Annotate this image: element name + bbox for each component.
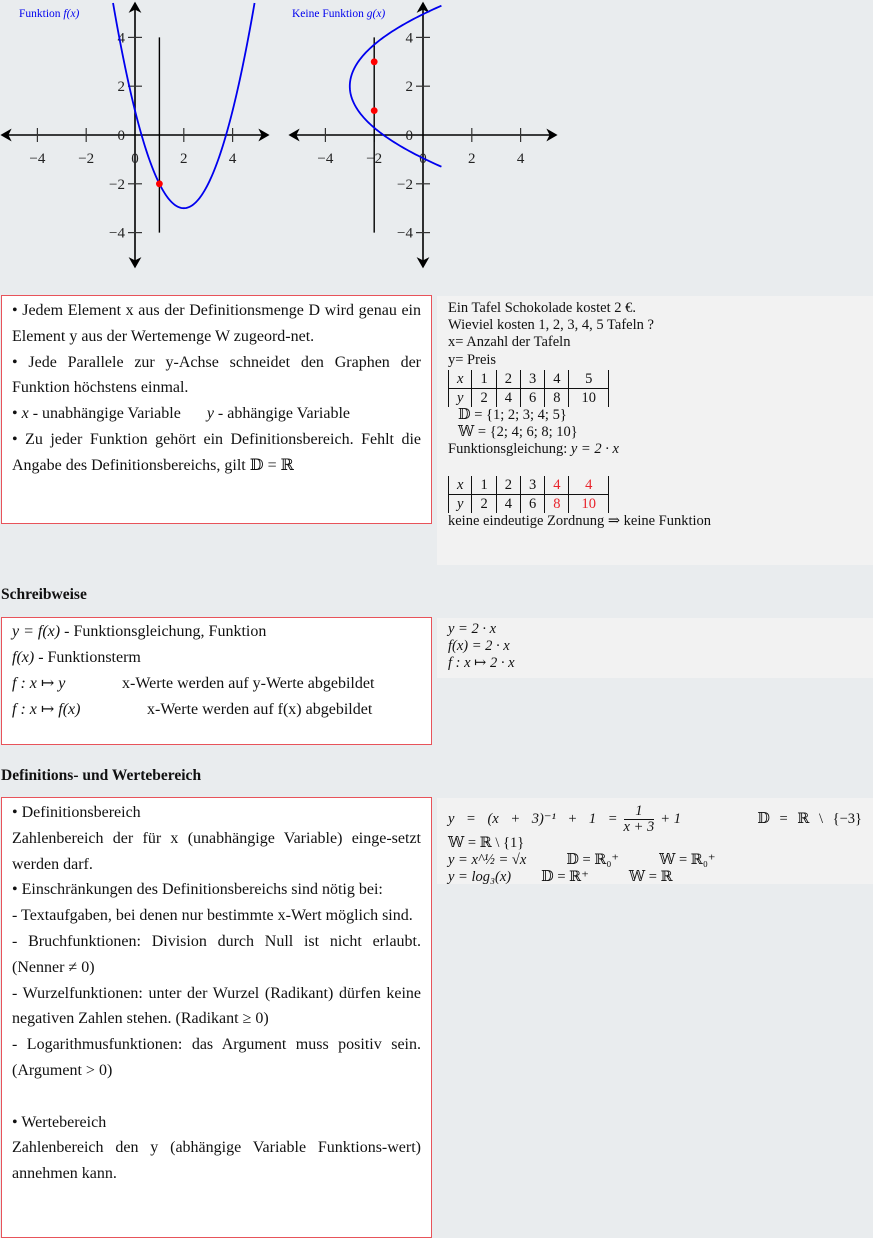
y-tick-label: −2 (397, 176, 413, 193)
schreibweise-box (1, 617, 432, 745)
var-y-desc: - abhängige Variable (213, 405, 351, 423)
example-sqrt (448, 852, 862, 869)
notation-text: - Funktionsterm (34, 649, 141, 666)
x-tick-label: 2 (468, 151, 476, 167)
conclusion: keine eindeutige Zordnung ⇒ keine Funktion (448, 513, 712, 530)
sqrt-eq: y = x^½ = √x (448, 852, 527, 869)
table-cell: 1 (472, 370, 496, 389)
y-tick-label: 0 (117, 128, 125, 144)
definition-rule-4: • Zu jeder Funktion gehört ein Definitionsbereich. Fehlt die Angabe des Definitionsbereichs, gilt 𝔻 = ℝ (12, 430, 421, 474)
sqrt-domain: 𝔻 = ℝ₀⁺ (566, 852, 620, 869)
example-line-1: Ein Tafel Schokolade kostet 2 €. (448, 300, 636, 316)
definition-rule-2: • Jede Parallele zur y-Achse schneidet den Graphen der Funktion höchstens einmal. (12, 353, 421, 397)
table-cell: 4 (569, 476, 609, 495)
reciprocal-eq: y = (x + 3)⁻¹ + 1 = (448, 810, 618, 827)
y-tick-label: 4 (117, 30, 125, 47)
table-row (449, 495, 609, 514)
value-table-1 (448, 370, 609, 407)
fraction-denominator: x + 3 (623, 819, 655, 835)
graph-no-function-g (288, 0, 563, 275)
notation-math: f(x) (12, 649, 35, 666)
y-tick-label: −2 (109, 176, 125, 193)
x-tick-label: −2 (366, 151, 383, 167)
fraction (624, 804, 655, 835)
table-cell: 4 (496, 495, 520, 514)
definition-rule-3 (12, 401, 421, 427)
equation: y = 2 · x (570, 441, 619, 458)
example-line-4: y= Preis (448, 351, 497, 368)
table-cell: 3 (520, 370, 544, 389)
x-tick-label: −2 (78, 151, 95, 167)
table-cell: 6 (520, 495, 544, 514)
notation-math: f : x ↦ y (12, 675, 66, 692)
graph-title-math: f(x) (63, 8, 80, 20)
x-tick-label: −4 (29, 151, 46, 167)
table-row-label: y (449, 495, 472, 514)
graph-title-math: g(x) (366, 8, 386, 20)
table-cell: 2 (472, 495, 496, 514)
table-cell: 8 (545, 495, 569, 514)
graph-title (292, 8, 385, 20)
bereiche-line: - Wurzelfunktionen: unter der Wurzel (Radikant) dürfen keine negativen Zahlen stehen. (Radikant ≥ 0) (12, 984, 421, 1028)
table-cell: 2 (496, 370, 520, 389)
notation-math: y = f(x) (12, 623, 61, 640)
table-row (449, 476, 609, 495)
notation-row (12, 645, 421, 671)
table-cell: 8 (545, 388, 569, 407)
definition-box (1, 295, 432, 524)
notation-text: x-Werte werden auf f(x) abgebildet (147, 701, 373, 718)
reciprocal-range: 𝕎 = ℝ \ {1} (448, 835, 525, 851)
range-set: 𝕎 = {2; 4; 6; 8; 10} (458, 424, 578, 441)
log-eq: y = log₃(x) (448, 869, 512, 886)
bereiche-examples (437, 798, 873, 884)
bereiche-line: - Textaufgaben, bei denen nur bestimmte x-Wert möglich sind. (12, 907, 413, 925)
notation-row (12, 671, 421, 697)
table-row (449, 388, 609, 407)
example-line-3: x= Anzahl der Tafeln (448, 334, 571, 351)
example-reciprocal (448, 804, 862, 835)
x-tick-label: 4 (228, 151, 237, 167)
x-tick-label: 2 (180, 151, 188, 167)
heading-bereiche: Definitions- und Wertebereich (1, 767, 202, 784)
notation-math: f : x ↦ f(x) (12, 701, 81, 718)
table-row-label: y (449, 388, 472, 407)
notation-example: f(x) = 2 · x (448, 638, 510, 655)
intersection-point (371, 58, 378, 65)
notation-example: y = 2 · x (448, 621, 497, 637)
table-cell: 10 (569, 388, 609, 407)
example-box (437, 296, 873, 565)
y-tick-label: 2 (117, 79, 125, 96)
notation-text: - Funktionsgleichung, Funktion (60, 623, 267, 640)
table-cell: 4 (545, 370, 569, 389)
notation-example: f : x ↦ 2 · x (448, 655, 515, 672)
bereiche-line: Zahlenbereich den y (abhängige Variable Funktions-wert) annehmen kann. (12, 1139, 421, 1183)
y-tick-label: 0 (405, 128, 413, 144)
fraction-numerator: 1 (624, 804, 655, 820)
table-cell: 3 (520, 476, 544, 495)
definition-rule-1: • Jedem Element x aus der Definitionsmenge D wird genau ein Element y aus der Wertemenge W zugeord-net. (12, 302, 421, 345)
bereiche-line: - Bruchfunktionen: Division durch Null ist nicht erlaubt. (Nenner ≠ 0) (12, 932, 421, 976)
table-row-label: x (449, 476, 472, 495)
reciprocal-plus: + 1 (660, 810, 681, 827)
table-cell: 10 (569, 495, 609, 514)
bereiche-line: - Logarithmusfunktionen: das Argument muss positiv sein. (Argument > 0) (12, 1036, 421, 1079)
domain-set: 𝔻 = {1; 2; 3; 4; 5} (458, 406, 567, 423)
notation-text: x-Werte werden auf y-Werte abgebildet (122, 675, 375, 692)
table-row (449, 370, 609, 389)
bereiche-line: • Wertebereich (12, 1113, 107, 1131)
bereiche-line: • Einschränkungen des Definitionsbereichs sind nötig bei: (12, 881, 383, 899)
reciprocal-domain: 𝔻 = ℝ \ {−3} (757, 810, 862, 827)
y-tick-label: −4 (397, 225, 413, 242)
example-log (448, 869, 862, 886)
table-cell: 2 (496, 476, 520, 495)
table-cell: 5 (569, 370, 609, 389)
bereiche-line: • Definitionsbereich (12, 804, 141, 821)
x-tick-label: 4 (516, 151, 525, 167)
x-tick-label: 0 (419, 151, 427, 167)
table-cell: 6 (520, 388, 544, 407)
function-equation (448, 441, 862, 458)
notation-row (12, 697, 421, 723)
table-cell: 4 (496, 388, 520, 407)
var-x-desc: - unabhängige Variable (28, 405, 181, 423)
notation-row (12, 619, 421, 645)
graph-title-text: Funktion (19, 8, 64, 20)
y-tick-label: 4 (405, 30, 413, 47)
value-table-2 (448, 476, 609, 513)
bullet: • (12, 405, 18, 423)
y-tick-label: −4 (109, 225, 125, 242)
graph-function-f (0, 0, 275, 275)
table-row-label: x (449, 370, 472, 389)
x-tick-label: −4 (317, 151, 334, 167)
intersection-point (156, 180, 163, 187)
sqrt-range: 𝕎 = ℝ₀⁺ (659, 852, 716, 869)
heading-schreibweise: Schreibweise (1, 586, 87, 603)
table-cell: 2 (472, 388, 496, 407)
bereiche-box (1, 797, 432, 1238)
log-domain: 𝔻 = ℝ⁺ (541, 869, 589, 886)
y-tick-label: 2 (405, 79, 413, 96)
table-cell: 4 (545, 476, 569, 495)
log-range: 𝕎 = ℝ (628, 869, 673, 886)
var-y: y (206, 405, 214, 423)
example-line-2: Wieviel kosten 1, 2, 3, 4, 5 Tafeln ? (448, 317, 654, 334)
equation-label: Funktionsgleichung: (448, 441, 571, 458)
intersection-point (371, 107, 378, 114)
schreibweise-examples (437, 618, 873, 678)
bereiche-line: Zahlenbereich der für x (unabhängige Variable) einge-setzt werden darf. (12, 829, 421, 873)
var-x: x (21, 405, 29, 423)
x-tick-label: 0 (131, 151, 139, 167)
graph-title (19, 8, 80, 20)
table-cell: 1 (472, 476, 496, 495)
graph-title-text: Keine Funktion (292, 8, 367, 20)
